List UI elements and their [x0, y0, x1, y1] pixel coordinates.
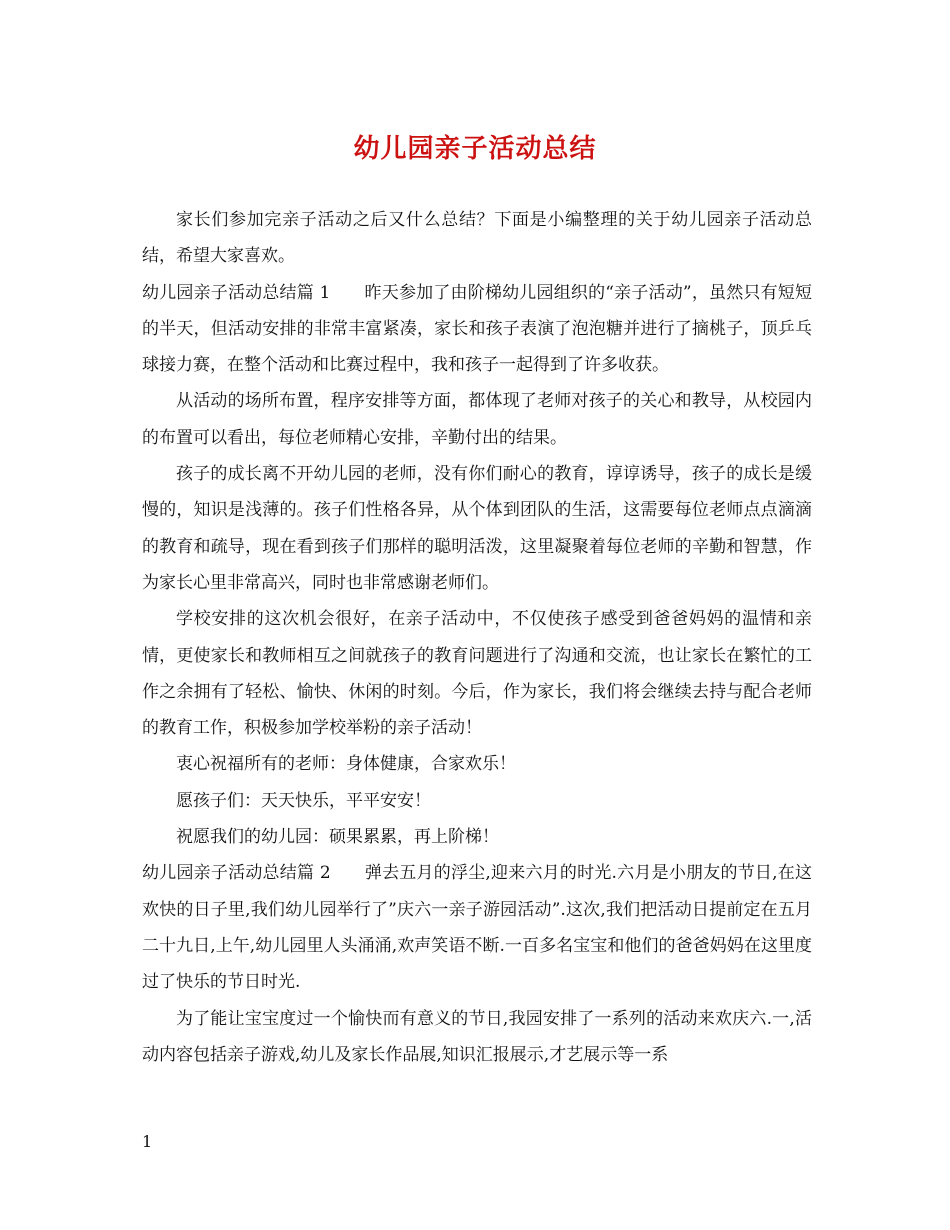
- section-2-paragraph: [142, 855, 812, 1000]
- document-title: 幼儿园亲子活动总结: [353, 134, 597, 164]
- body-paragraph: 从活动的场所布置，程序安排等方面，都体现了老师对孩子的关心和教导，从校园内的布置可以看出，每位老师精心安排，辛勤付出的结果。: [142, 391, 812, 448]
- page-number: 1: [142, 1132, 153, 1151]
- intro-paragraph: 家长们参加完亲子活动之后又什么总结？下面是小编整理的关于幼儿园亲子活动总结，希望大家喜欢。: [142, 210, 812, 267]
- wish-line: 衷心祝福所有的老师：身体健康，合家欢乐！: [176, 754, 516, 775]
- section-1-text: 昨天参加了由阶梯幼儿园组织的“亲子活动”，虽然只有短短的半天，但活动安排的非常丰富紧凑，家长和孩子表演了泡泡糖并进行了摘桃子，顶乒乓球接力赛，在整个活动和比赛过程中，我和孩子一起得到了许多收获。: [142, 282, 812, 376]
- document-body: [142, 202, 812, 1073]
- section-1-paragraph: [142, 275, 812, 384]
- section-1-heading: 幼儿园亲子活动总结篇 1: [142, 282, 331, 303]
- wish-line: 愿孩子们：天天快乐，平平安安！: [176, 790, 431, 811]
- section-2-heading: 幼儿园亲子活动总结篇 2: [142, 863, 331, 884]
- body-paragraph: 学校安排的这次机会很好，在亲子活动中，不仅使孩子感受到爸爸妈妈的温情和亲情，更使家长和教师相互之间就孩子的教育问题进行了沟通和交流，也让家长在繁忙的工作之余拥有了轻松、愉快、休闲的时刻。今后，作为家长，我们将会继续去持与配合老师的教育工作，积极参加学校举粉的亲子活动！: [142, 609, 812, 739]
- section-2-text: 弹去五月的浮尘,迎来六月的时光.六月是小朋友的节日,在这欢快的日子里,我们幼儿园举行了”庆六一亲子游园活动”.这次,我们把活动日提前定在五月二十九日,上午,幼儿园里人头涌涌,欢声笑语不断.一百多名宝宝和他们的爸爸妈妈在这里度过了快乐的节日时光.: [142, 863, 812, 993]
- body-paragraph: 为了能让宝宝度过一个愉快而有意义的节日,我园安排了一系列的活动来欢庆六.一,活动内容包括亲子游戏,幼儿及家长作品展,知识汇报展示,才艺展示等一系: [142, 1008, 812, 1065]
- body-paragraph: 孩子的成长离不开幼儿园的老师，没有你们耐心的教育，谆谆诱导，孩子的成长是缓慢的，知识是浅薄的。孩子们性格各异，从个体到团队的生活，这需要每位老师点点滴滴的教育和疏导，现在看到孩子们那样的聪明活泼，这里凝聚着每位老师的辛勤和智慧，作为家长心里非常高兴，同时也非常感谢老师们。: [142, 464, 812, 593]
- wish-line: 祝愿我们的幼儿园：硕果累累，再上阶梯！: [176, 827, 499, 848]
